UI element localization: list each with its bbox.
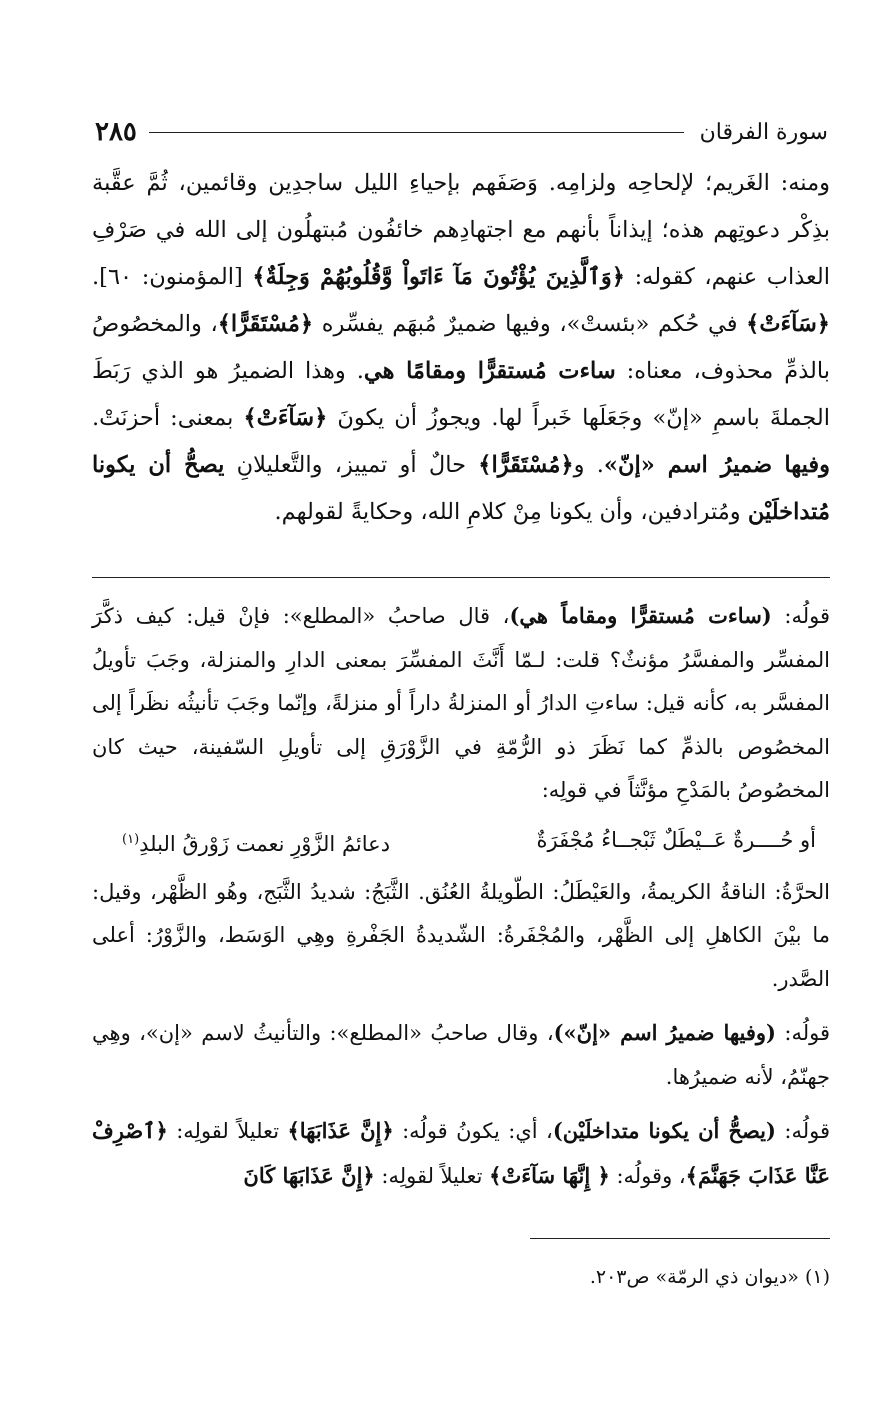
main-line: عقَّبة بذِكْر دعوتِهم هذه؛ إيذاناً بأنهم مع اجتهادِهم خائفُون مُبتهلُون إلى الله في (92, 170, 830, 243)
commentary-line: تعليلاً لقولِه: (176, 1119, 288, 1143)
commentary-text (92, 594, 830, 1198)
footnote-separator (530, 1238, 830, 1239)
commentary-paragraph (92, 594, 830, 813)
verse-first-hemistich: أو حُــــرةٌ عَــيْطَلٌ ثَبْجــاءُ مُجْفَرَةٌ (536, 827, 816, 852)
bold-phrase: وفيها (784, 452, 830, 478)
quran-word: ﴿ٱصْرِفْ عَنَّا عَذَابَ جَهَنَّمَ﴾ (92, 1118, 830, 1188)
verse-second-hemistich (122, 817, 390, 867)
commentary-line: قيل: ساءتِ الدارُ أو المنزلةُ داراً أو منزلةً، وإنّما وجَبَ تأنيثُه نظَراً إلى المخصُوص بالذمِّ كما (92, 691, 830, 759)
surah-title: سورة الفرقان (699, 119, 828, 145)
commentary-line: ، وقال صاحبُ «المطلع»: والتأنيثُ لاسم «إن»، وهِي (92, 1021, 554, 1045)
main-line: في حُكم «بئستْ»، وفيها ضميرٌ مُبهَم يفسِّره (313, 311, 747, 337)
bold-phrase: (يصحُّ أن يكونا متداخلَيْن) (552, 1118, 776, 1143)
main-line: بالذمِّ محذوف، معناه: (615, 358, 830, 384)
bold-phrase: (وفيها ضميرُ اسم «إنّ») (553, 1020, 776, 1045)
main-line: ، والمخصُوصُ (92, 311, 218, 337)
main-line: باسمِ «إنّ» وجَعَلَها خَبراً لها. ويجوزُ أن يكونَ (327, 405, 760, 431)
footnote: (١) «ديوان ذي الرمّة» ص٢٠٣. (589, 1266, 830, 1288)
poetry-verse (92, 813, 830, 871)
quran-word: ﴿إِنَّ عَذَابَهَا كَانَ (243, 1162, 375, 1188)
quran-word: ﴿مُسْتَقَرًّا﴾ (217, 311, 314, 337)
quran-word: ﴿ إِنَّهَا سَآءَتْ﴾ (489, 1162, 610, 1188)
main-paragraph (92, 160, 830, 536)
commentary-line: جهنّمُ، لأنه ضميرُها. (665, 1064, 830, 1089)
commentary-line: والمفسَّرُ مؤنثٌ؟ قلت: لـمّا أَنَّثَ المفسِّرَ بمعنى الدارِ والمنزلة، وجَبَ تأويلُ المفسَّر به، كأنه (92, 647, 830, 715)
bold-phrase: ساءت مُستقرًّا ومقامًا هي (363, 358, 616, 384)
commentary-separator (92, 577, 830, 578)
page-number: ٢٨٥ (95, 117, 137, 147)
bold-phrase: ضميرُ اسم «إنّ» (603, 452, 773, 478)
main-text (92, 160, 830, 536)
main-line: ومنه: الغَريم؛ لإلحاحِه ولزامِه. وَصَفَهم بإحياءِ الليل ساجدِين وقائمين، ثُمَّ (146, 170, 830, 196)
commentary-line: الصَّدر. (771, 966, 830, 991)
bold-phrase: (ساءت مُستقرًّا ومقاماً هي) (509, 603, 772, 628)
quran-word: ﴿سَآءَتْ﴾ (746, 311, 830, 337)
commentary-line: وقيل: ما بيْنَ الكاهلِ إلى الظَّهْر، والمُجْفَرةُ: الشّديدةُ الجَفْرةِ وهِي الوَسَط، والزَّوْرُ: أعلى (92, 879, 830, 947)
commentary-line: قولُه: (775, 1021, 830, 1045)
commentary-line: ، قال صاحبُ «المطلع»: فإنْ قيل: كيف ذكَّرَ المفسِّر (92, 604, 830, 672)
page-header (95, 112, 828, 152)
main-line: بمعنى: أحزنَتْ. (92, 405, 244, 431)
bold-phrase: يصحُّ أن يكونا مُتداخلَيْن (92, 452, 830, 525)
main-line: صَرْفِ العذاب عنهم، كقوله: (92, 217, 831, 290)
verse-text: دعائمُ الزَّوْرِ نعمت زَوْرقُ البلدِ (139, 831, 391, 856)
commentary-paragraph (92, 1109, 830, 1198)
footnote-marker: (١) (122, 831, 140, 847)
commentary-line: ، أي: يكونُ قولُه: (393, 1119, 553, 1143)
header-rule (149, 132, 684, 133)
main-line: [المؤمنون: ٦٠]. (92, 264, 253, 290)
main-line: . وهذا الضميرُ هو الذي رَبَطَ الجملةَ (92, 358, 830, 431)
main-line: ومُترادفين، وأن يكونا مِنْ كلامِ الله، وحكايةً لقولهم. (274, 499, 741, 525)
commentary-line: نَظَرَ ذو الرُّمّةِ في الزَّوْرَقِ إلى تأويلِ السّفينة، حيث كان المخصُوصُ بالمَدْحِ مؤنَّثاً في قولِه: (92, 734, 830, 802)
quran-word: ﴿سَآءَتْ﴾ (243, 405, 328, 431)
commentary-paragraph (92, 871, 830, 1002)
commentary-paragraph (92, 1011, 830, 1099)
quran-word: ﴿إِنَّ عَذَابَهَا﴾ (287, 1118, 394, 1143)
quran-verse: ﴿وَٱلَّذِينَ يُؤْتُونَ مَآ ءَاتَواْ وَّقُلُوبُهُمْ وَجِلَةٌ﴾ (252, 264, 625, 290)
commentary-line: ، وقولُه: (609, 1163, 686, 1188)
main-line: حالٌ أو تمييز، والتَّعليلانِ (224, 452, 479, 478)
commentary-line: قولُه: (771, 604, 830, 628)
main-line: . و (573, 452, 604, 478)
commentary-line: قولُه: (775, 1119, 830, 1143)
quran-word: ﴿مُسْتَقَرًّا﴾ (478, 452, 574, 478)
commentary-line: تعليلاً لقولِه: (374, 1163, 490, 1188)
commentary-line: الحرَّةُ: الناقةُ الكريمةُ، والعَيْطَلُ: الطّويلةُ العُنُق. الثَّبَجُ: شديدُ الثَّبَج، وهُو الظَّهْر، (149, 879, 830, 904)
